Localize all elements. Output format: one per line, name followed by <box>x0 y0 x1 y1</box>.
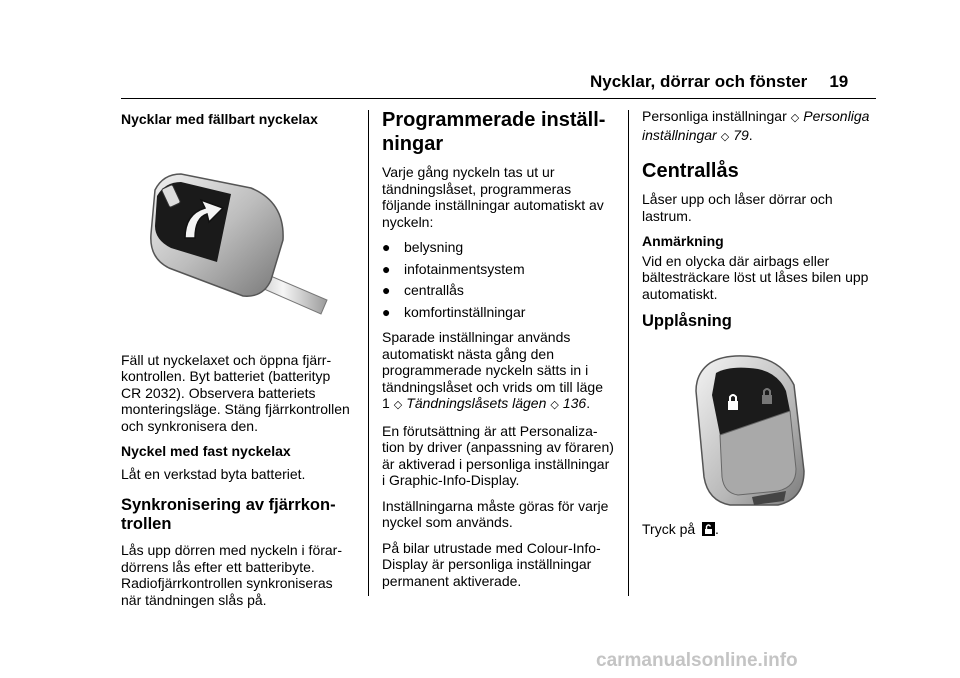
remote-key-image <box>686 351 816 511</box>
press-unlock-text: Tryck på . <box>642 521 719 537</box>
page-header <box>590 72 848 92</box>
watermark: carmanualsonline.info <box>596 650 798 671</box>
personal-settings-reference: Personliga inställningar ◇ Personliga inställningar ◇ 79. <box>642 108 874 145</box>
note-heading: Anmärkning <box>642 233 724 249</box>
reference-arrow-icon: ◇ <box>790 112 800 124</box>
fixed-key-text: Låt en verkstad byta batteriet. <box>121 465 306 482</box>
folding-key-heading: Nycklar med fällbart nyckelax <box>121 111 318 127</box>
sync-text: Lås upp dörren med nyckeln i förardörrens lås efter ett batteribyte. Radiofjärrkontrollen synkroniseras när tändningen slås på. <box>121 542 343 608</box>
folding-key-image <box>135 148 335 328</box>
note-text: Vid en olycka där airbags eller bältesträckare löst ut låses bilen upp automatiskt. <box>642 252 869 302</box>
list-item: ● infotainmentsystem <box>382 260 525 277</box>
column-1 <box>121 108 353 617</box>
ignition-positions-page[interactable]: 136 <box>562 395 587 411</box>
column-3 <box>642 108 874 547</box>
page-number: 19 <box>829 72 849 91</box>
ignition-positions-link[interactable]: Tändningslåsets lägen <box>406 395 547 411</box>
chapter-title: Nycklar, dörrar och fönster <box>590 72 808 91</box>
unlocking-heading: Upplåsning <box>642 312 732 330</box>
column-divider-1 <box>368 110 369 596</box>
colour-info-text: På bilar utrustade med Colour-Info-Display är personliga inställningar permanent aktiverade. <box>382 539 601 589</box>
personal-settings-page[interactable]: 79 <box>733 126 749 143</box>
folding-key-caption: Fäll ut nyckelaxet och öppna fjärrkontrollen. Byt batteriet (batterityp CR 2032). Observera batteriets monteringsläge. Stäng fjärrkontrollen och synkronisera den. <box>121 351 350 434</box>
list-item: ● komfortinställningar <box>382 303 526 320</box>
central-locking-heading: Centrallås <box>642 160 739 182</box>
fixed-key-heading: Nyckel med fast nyckelax <box>121 443 291 459</box>
unlock-button-icon <box>702 522 715 536</box>
column-2 <box>382 108 614 598</box>
reference-arrow-icon: ◇ <box>720 130 730 143</box>
list-item: ● centrallås <box>382 282 464 298</box>
reference-arrow-icon: ◇ <box>393 399 403 411</box>
programmed-settings-intro: Varje gång nyckeln tas ut ur tändningslåset, programmeras följande inställningar automatiskt av nyckeln: <box>382 164 604 230</box>
column-divider-2 <box>628 110 629 596</box>
sync-heading: Synkronisering av fjärrkontrollen <box>121 496 336 533</box>
settings-list <box>382 239 614 320</box>
personalization-text: En förutsättning är att Personalization by driver (anpassning av föraren) är aktiverad i personliga inställningar i Graphic-Info-Display. <box>382 422 614 488</box>
programmed-settings-heading: Programmerade inställningar <box>382 109 606 155</box>
personal-settings-link[interactable]: Personliga inställningar <box>642 108 870 143</box>
per-key-text: Inställningarna måste göras för varje nyckel som används. <box>382 497 609 530</box>
saved-settings-text: Sparade inställningar används automatiskt nästa gång den programmerade nyckeln sätts in i tändningslåset och vrids om till läge 1 ◇ Tändningslåsets lägen ◇ 136. <box>382 329 614 414</box>
header-rule <box>121 98 876 99</box>
list-item: ● belysning <box>382 239 464 255</box>
central-locking-intro: Låser upp och låser dörrar och lastrum. <box>642 191 833 224</box>
reference-arrow-icon: ◇ <box>550 399 559 411</box>
